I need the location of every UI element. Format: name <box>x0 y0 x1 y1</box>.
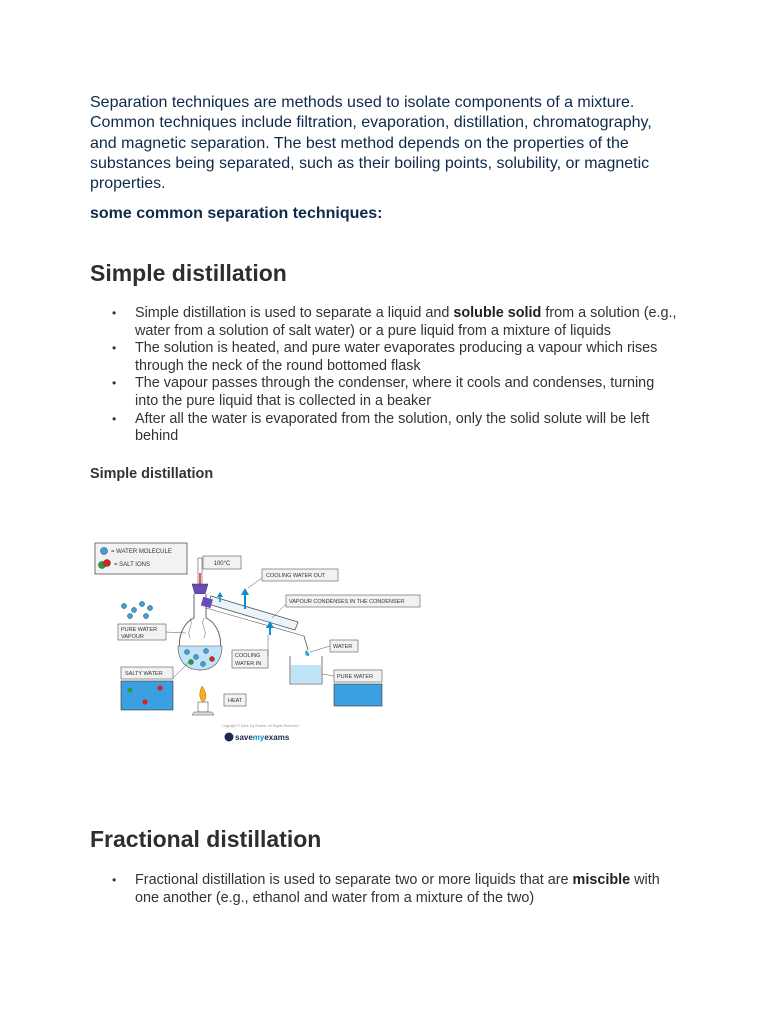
copyright-text: Copyright © Save My Exams. All Rights Reserved <box>221 724 299 728</box>
pure-vapour-label-line1: PURE WATER <box>121 627 158 633</box>
salty-water-label: SALTY WATER <box>125 671 163 677</box>
water-label: WATER <box>333 644 353 650</box>
stopper-icon <box>192 584 208 594</box>
legend-box <box>95 543 187 574</box>
pure-water-label: PURE WATER <box>337 674 374 680</box>
simple-distillation-list <box>90 305 680 446</box>
list-item: • After all the water is evaporated from the solution, only the solid solute will be left behind <box>90 411 680 446</box>
cooling-water-out-label: COOLING WATER OUT <box>266 573 326 579</box>
list-item: • Fractional distillation is used to separate two or more liquids that are miscible with one another (e.g., ethanol and water from a mixture of the two) <box>90 872 680 907</box>
save-my-exams-logo: savemyexams <box>235 733 290 742</box>
flame-icon <box>200 686 206 702</box>
cooling-water-in-label-line2: WATER IN <box>235 661 262 667</box>
simple-distillation-diagram <box>90 538 430 748</box>
legend-salt-label: = SALT IONS <box>114 562 150 568</box>
intro-paragraph: Separation techniques are methods used to isolate components of a mixture. Common techniques include filtration, evaporation, distillation, chromatography, and magnetic separation. The best method depends on the properties of the substances being separated, such as their boiling points, solubility, or magnetic properties. <box>90 94 652 193</box>
vapour-condenses-label: VAPOUR CONDENSES IN THE CONDENSER <box>289 599 405 605</box>
list-item: • The vapour passes through the condenser, where it cools and condenses, turning into the pure liquid that is collected in a beaker <box>90 375 680 410</box>
salty-water-sample <box>121 681 173 710</box>
bunsen-burner <box>192 686 214 715</box>
beaker <box>290 650 322 684</box>
temperature-label: 100°C <box>213 561 231 567</box>
list-item: • Simple distillation is used to separate a liquid and soluble solid from a solution (e.g., water from a solution of salt water) or a pure liquid from a mixture of liquids <box>90 305 680 340</box>
subheading: some common separation techniques: <box>90 205 383 222</box>
fractional-distillation-list <box>90 872 680 907</box>
heading-fractional-distillation: Fractional distillation <box>90 826 322 852</box>
figure-caption: Simple distillation <box>90 466 214 482</box>
cooling-water-in-label-line1: COOLING <box>235 653 261 659</box>
list-item: • The solution is heated, and pure water evaporates producing a vapour which rises through the neck of the round bottomed flask <box>90 340 680 375</box>
legend-water-label: = WATER MOLECULE <box>111 549 172 555</box>
pure-water-sample <box>334 684 382 706</box>
pure-vapour-label-line2: VAPOUR <box>121 634 144 640</box>
save-my-exams-logo-icon <box>225 733 234 742</box>
salt-ion-icon <box>104 560 111 567</box>
heading-simple-distillation: Simple distillation <box>90 260 287 286</box>
water-molecule-icon <box>101 548 108 555</box>
heat-label: HEAT <box>228 698 243 704</box>
vapour-molecules <box>121 601 152 618</box>
